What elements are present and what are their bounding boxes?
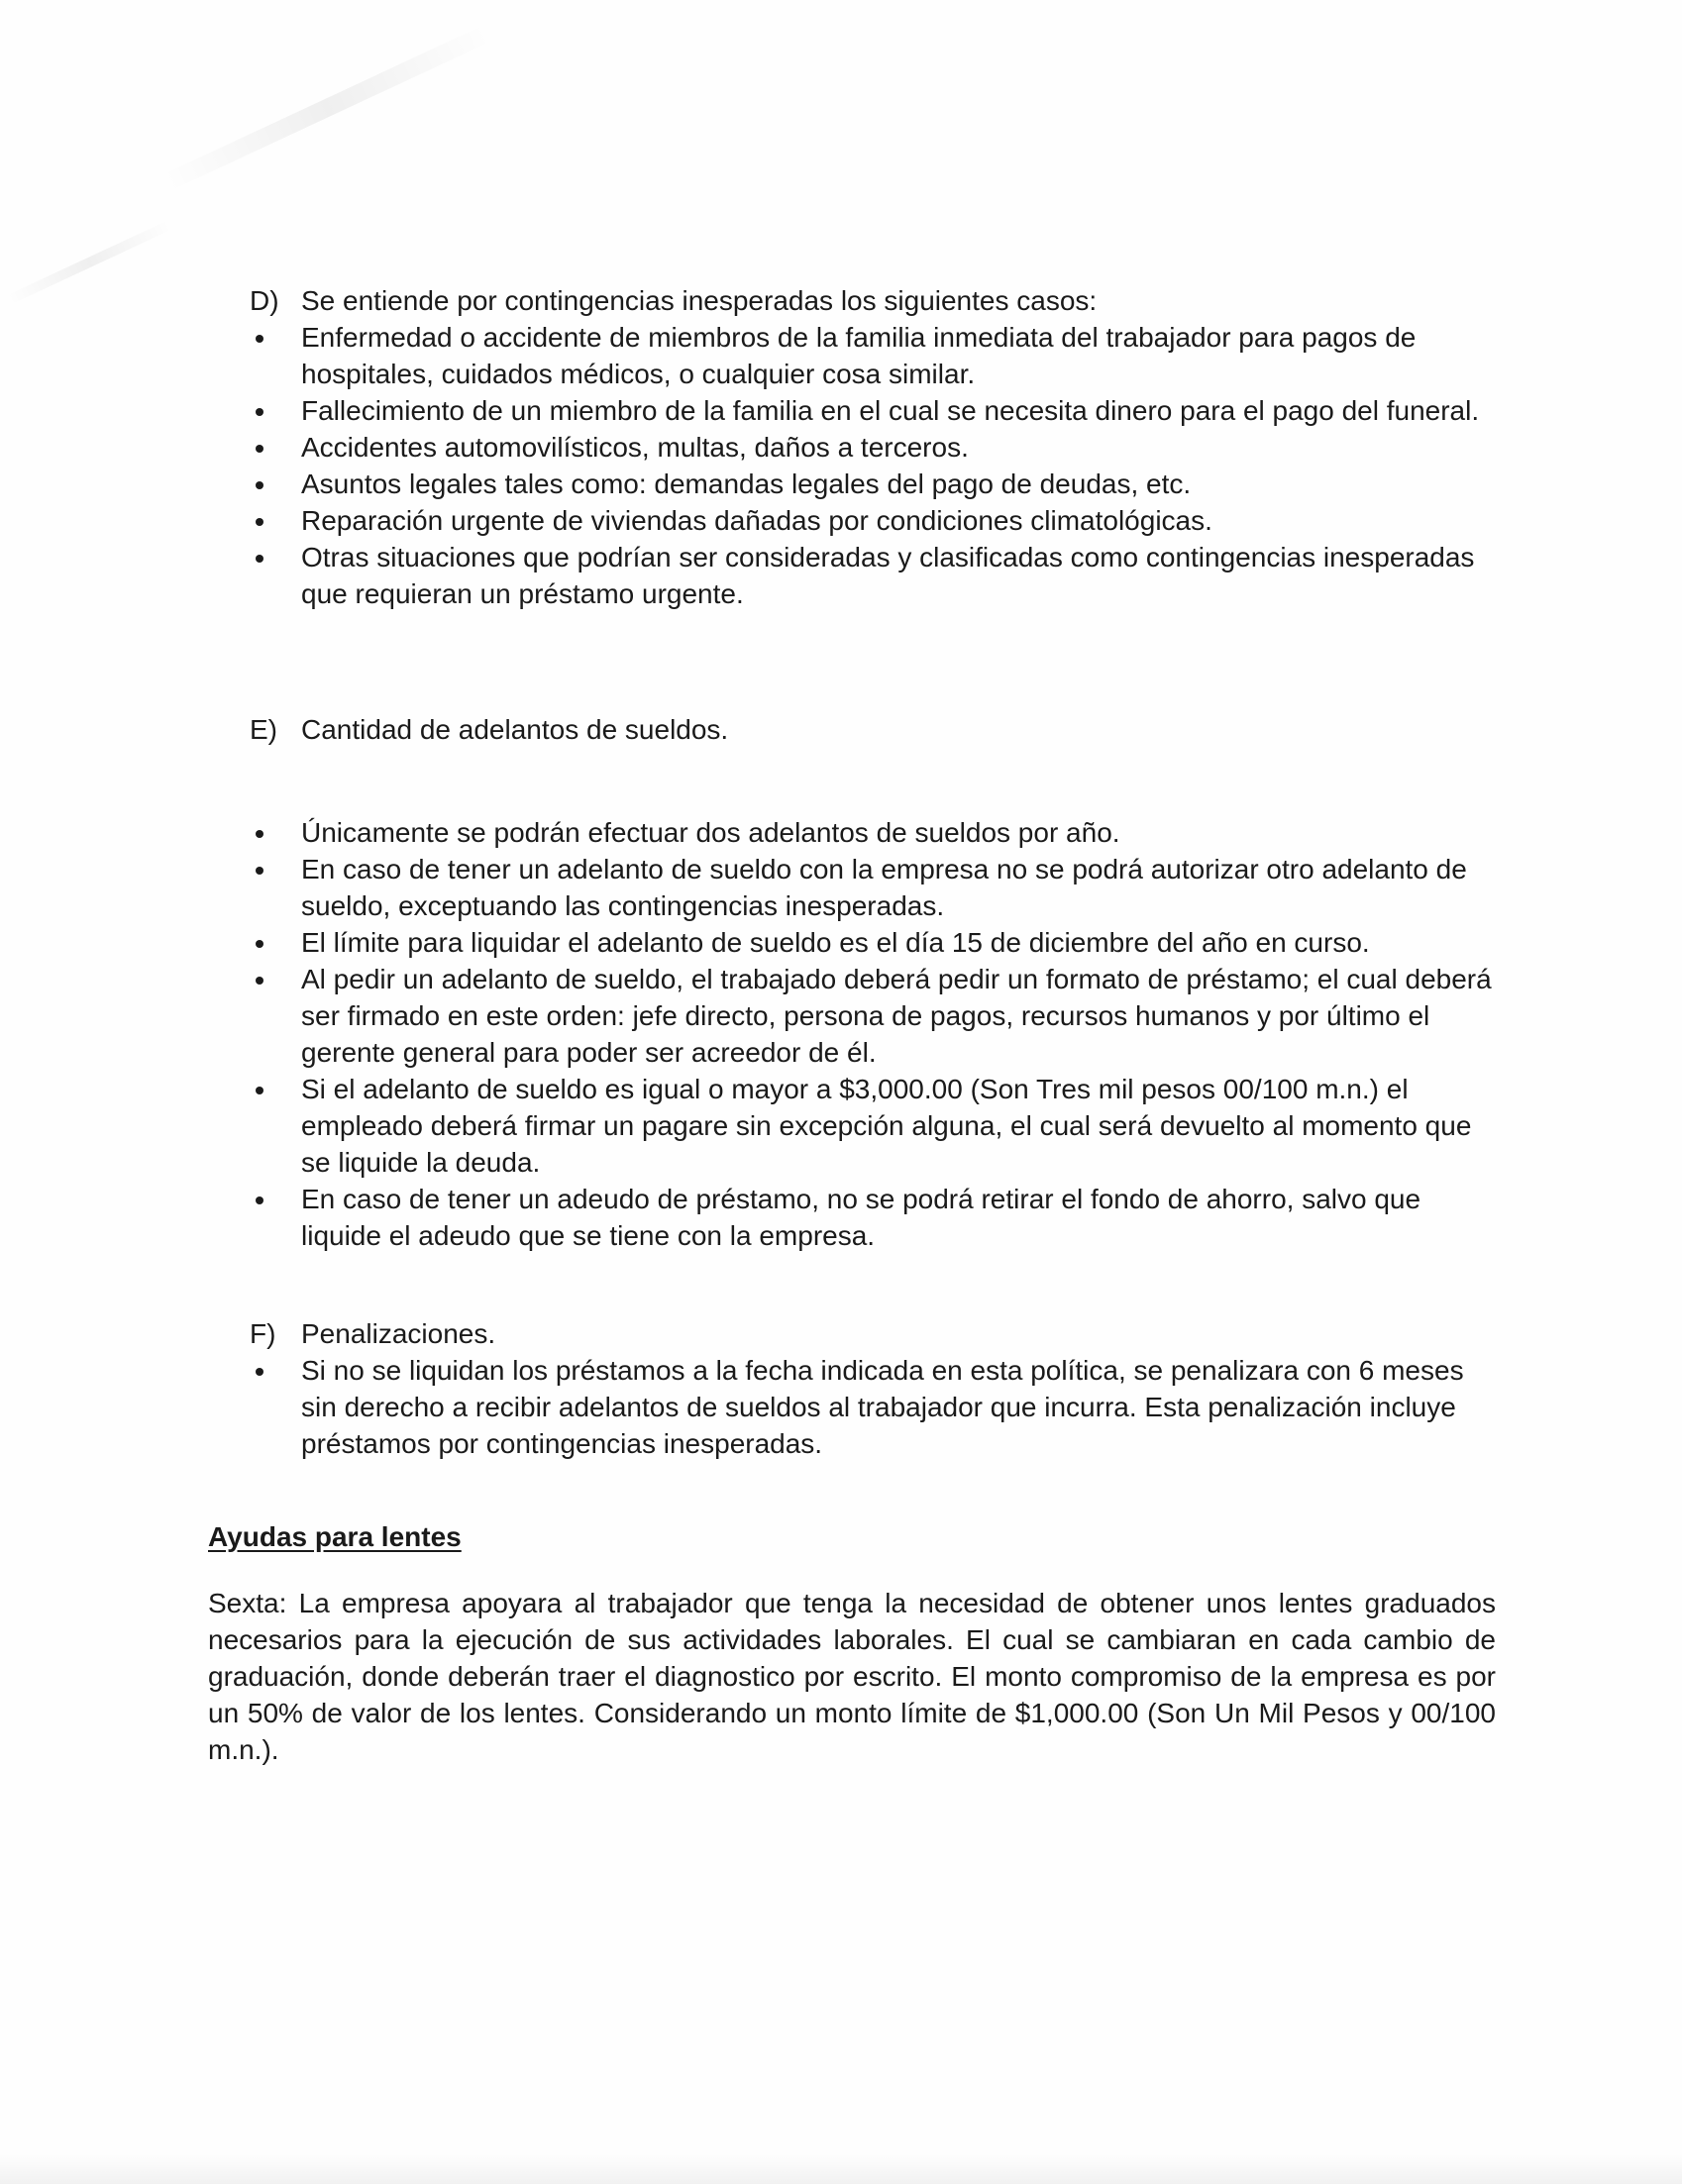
list-item-text: Al pedir un adelanto de sueldo, el trabajado deberá pedir un formato de préstamo; el cual deberá ser firmado en este orden: jefe directo, persona de pagos, recursos humanos y por último el gerente general para poder ser acreedor de él.	[301, 964, 1492, 1068]
bullet-icon	[256, 555, 263, 563]
section-title-ayudas: Ayudas para lentes	[208, 1521, 462, 1552]
section-e-letter: E)	[250, 714, 277, 745]
list-item-text: Únicamente se podrán efectuar dos adelantos de sueldos por año.	[301, 817, 1120, 848]
list-item-text: En caso de tener un adelanto de sueldo con la empresa no se podrá autorizar otro adelanto de sueldo, exceptuando las contingencias inesperadas.	[301, 854, 1467, 921]
list-item-text: Enfermedad o accidente de miembros de la familia inmediata del trabajador para pagos de hospitales, cuidados médicos, o cualquier cosa similar.	[301, 322, 1417, 389]
list-item	[250, 392, 1498, 429]
list-item	[250, 814, 1498, 851]
list-item	[250, 1071, 1498, 1181]
bullet-icon	[256, 445, 263, 453]
bullet-icon	[256, 481, 263, 489]
list-item-text: En caso de tener un adeudo de préstamo, no se podrá retirar el fondo de ahorro, salvo que liquide el adeudo que se tiene con la empresa.	[301, 1184, 1421, 1251]
section-e-title: Cantidad de adelantos de sueldos.	[301, 714, 729, 745]
list-item-text: Si no se liquidan los préstamos a la fecha indicada en esta política, se penalizara con 6 meses sin derecho a recibir adelantos de sueldos al trabajador que incurra. Esta penalización incluye préstamos por contingencias inesperadas.	[301, 1355, 1464, 1459]
list-item-text: Otras situaciones que podrían ser consideradas y clasificadas como contingencias inesperadas que requieran un préstamo urgente.	[301, 542, 1475, 609]
section-e-heading-block	[250, 711, 1498, 748]
list-item-text: Accidentes automovilísticos, multas, daños a terceros.	[301, 432, 969, 463]
section-e-heading	[250, 711, 1498, 748]
bullet-icon	[256, 977, 263, 985]
section-d-list	[250, 319, 1498, 612]
scan-artifact	[161, 25, 492, 191]
paragraph-sexta: Sexta: La empresa apoyara al trabajador que tenga la necesidad de obtener unos lentes graduados necesarios para la ejecución de sus actividades laborales. El cual se cambiaran en cada cambio de graduación, donde deberán traer el diagnostico por escrito. El monto compromiso de la empresa es por un 50% de valor de los lentes. Considerando un monto límite de $1,000.00 (Son Un Mil Pesos y 00/100 m.n.).	[208, 1588, 1496, 1765]
list-item-text: Reparación urgente de viviendas dañadas por condiciones climatológicas.	[301, 505, 1212, 536]
list-item	[250, 1181, 1498, 1254]
section-e-list	[250, 814, 1498, 1254]
bullet-icon	[256, 1196, 263, 1204]
bullet-icon	[256, 518, 263, 526]
list-item	[250, 319, 1498, 392]
list-item	[250, 502, 1498, 539]
bullet-icon	[256, 335, 263, 343]
section-f-letter: F)	[250, 1318, 276, 1349]
scan-artifact	[6, 220, 171, 304]
list-item	[250, 466, 1498, 502]
section-d-heading	[250, 282, 1498, 319]
section-f-list	[250, 1352, 1498, 1462]
list-item	[250, 429, 1498, 466]
list-item-text: Si el adelanto de sueldo es igual o mayor a $3,000.00 (Son Tres mil pesos 00/100 m.n.) el empleado deberá firmar un pagare sin excepción alguna, el cual será devuelto al momento que se liquide la deuda.	[301, 1074, 1472, 1178]
section-f	[250, 1315, 1498, 1462]
bullet-icon	[256, 940, 263, 948]
list-item-text: El límite para liquidar el adelanto de sueldo es el día 15 de diciembre del año en curso.	[301, 927, 1370, 958]
section-d	[250, 282, 1498, 612]
list-item-text: Fallecimiento de un miembro de la familia en el cual se necesita dinero para el pago del funeral.	[301, 395, 1480, 426]
list-item	[250, 924, 1498, 961]
list-item	[250, 961, 1498, 1071]
section-d-letter: D)	[250, 285, 279, 316]
section-f-title: Penalizaciones.	[301, 1318, 496, 1349]
list-item	[250, 539, 1498, 612]
list-item	[250, 1352, 1498, 1462]
bullet-icon	[256, 830, 263, 838]
list-item-text: Asuntos legales tales como: demandas legales del pago de deudas, etc.	[301, 468, 1192, 499]
list-item	[250, 851, 1498, 924]
bullet-icon	[256, 1368, 263, 1376]
bullet-icon	[256, 867, 263, 875]
section-f-heading	[250, 1315, 1498, 1352]
section-e	[250, 814, 1498, 1254]
scan-bottom-edge	[0, 2154, 1682, 2184]
section-d-title: Se entiende por contingencias inesperadas los siguientes casos:	[301, 285, 1098, 316]
bullet-icon	[256, 1087, 263, 1094]
bullet-icon	[256, 408, 263, 416]
